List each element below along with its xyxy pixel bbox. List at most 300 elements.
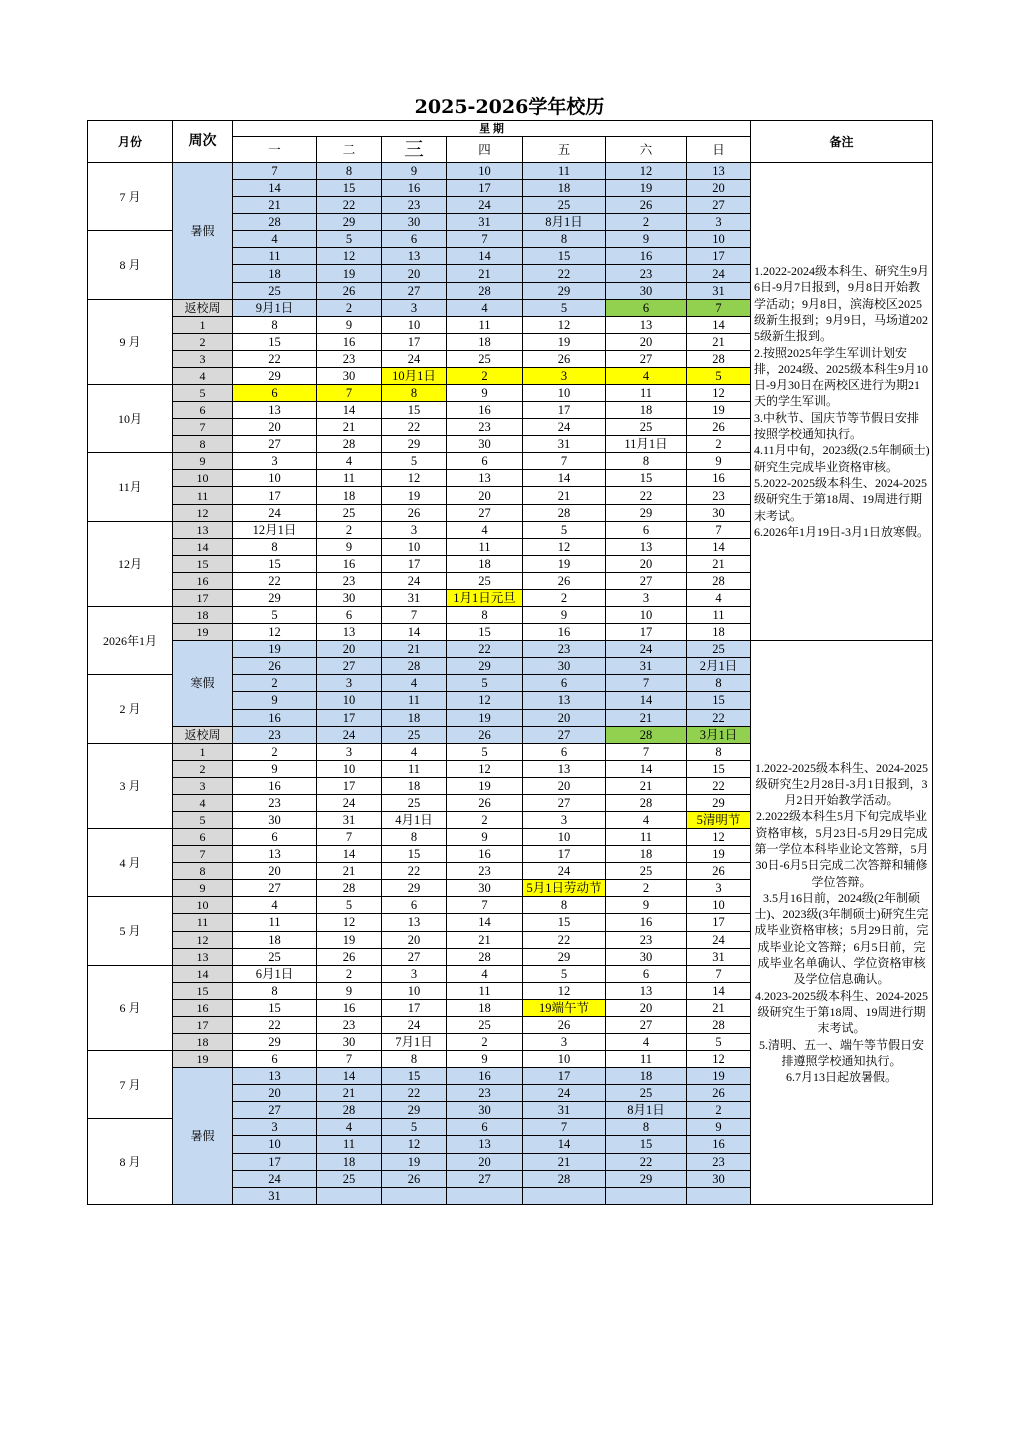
day-cell: 23 bbox=[606, 931, 687, 948]
day-cell: 17 bbox=[523, 402, 606, 419]
day-cell: 13 bbox=[687, 163, 751, 180]
day-cell: 23 bbox=[687, 487, 751, 504]
day-cell: 12 bbox=[523, 982, 606, 999]
day-cell: 16 bbox=[447, 846, 523, 863]
day-cell: 20 bbox=[606, 333, 687, 350]
day-cell bbox=[687, 1187, 751, 1204]
day-cell: 15 bbox=[233, 333, 317, 350]
day-cell: 9 bbox=[233, 760, 317, 777]
day-cell: 22 bbox=[317, 197, 382, 214]
note-item: 5.清明、五一、端午等节假日安排遵照学校通知执行。 bbox=[759, 1037, 925, 1068]
day-cell: 24 bbox=[233, 504, 317, 521]
day-cell: 7 bbox=[606, 675, 687, 692]
day-cell: 15 bbox=[317, 180, 382, 197]
day-cell: 21 bbox=[317, 863, 382, 880]
day-cell: 27 bbox=[317, 658, 382, 675]
note-item: 2.2022级本科生5月下旬完成毕业资格审核，5月23日-5月29日完成第一学位本科毕业论文答辩，5月30日-6月5日完成二次答辩和辅修学位答辩。 bbox=[754, 809, 929, 889]
day-cell: 10 bbox=[606, 607, 687, 624]
day-cell: 9月1日 bbox=[233, 299, 317, 316]
day-cell: 3 bbox=[317, 743, 382, 760]
day-cell: 7 bbox=[447, 897, 523, 914]
day-cell: 13 bbox=[606, 316, 687, 333]
day-cell: 21 bbox=[606, 709, 687, 726]
day-cell: 23 bbox=[317, 572, 382, 589]
day-cell: 15 bbox=[523, 914, 606, 931]
day-cell: 3 bbox=[606, 589, 687, 606]
week-number-cell: 9 bbox=[173, 880, 233, 897]
day-cell: 14 bbox=[317, 402, 382, 419]
day-cell: 6 bbox=[606, 521, 687, 538]
day-cell: 12 bbox=[317, 914, 382, 931]
day-cell: 7 bbox=[687, 521, 751, 538]
day-cell: 19 bbox=[523, 333, 606, 350]
week-number-cell: 3 bbox=[173, 777, 233, 794]
month-cell: 9 月 bbox=[88, 299, 173, 384]
day-cell: 17 bbox=[382, 999, 447, 1016]
day-cell: 25 bbox=[687, 641, 751, 658]
day-cell: 6 bbox=[447, 453, 523, 470]
day-cell: 25 bbox=[606, 1085, 687, 1102]
day-cell: 12月1日 bbox=[233, 521, 317, 538]
day-cell: 11 bbox=[687, 607, 751, 624]
vacation-period-cell: 暑假 bbox=[173, 1068, 233, 1205]
vacation-period-cell: 暑假 bbox=[173, 163, 233, 300]
day-cell: 8 bbox=[606, 453, 687, 470]
day-cell: 23 bbox=[447, 1085, 523, 1102]
day-cell: 14 bbox=[523, 1136, 606, 1153]
day-cell: 4 bbox=[233, 231, 317, 248]
day-cell: 25 bbox=[447, 572, 523, 589]
day-cell: 26 bbox=[523, 572, 606, 589]
day-cell: 28 bbox=[687, 350, 751, 367]
day-cell: 26 bbox=[317, 948, 382, 965]
day-cell: 6 bbox=[447, 1119, 523, 1136]
day-cell: 26 bbox=[447, 794, 523, 811]
day-cell: 18 bbox=[382, 709, 447, 726]
day-cell: 15 bbox=[606, 1136, 687, 1153]
day-cell: 11 bbox=[606, 829, 687, 846]
day-cell: 30 bbox=[317, 589, 382, 606]
month-cell: 7 月 bbox=[88, 1051, 173, 1119]
day-cell: 26 bbox=[523, 350, 606, 367]
weekday-header-sun: 日 bbox=[687, 137, 751, 163]
day-cell: 28 bbox=[382, 658, 447, 675]
day-cell: 27 bbox=[606, 572, 687, 589]
day-cell: 28 bbox=[523, 504, 606, 521]
day-cell: 25 bbox=[523, 197, 606, 214]
day-cell: 31 bbox=[317, 811, 382, 828]
day-cell: 15 bbox=[233, 999, 317, 1016]
day-cell: 27 bbox=[382, 948, 447, 965]
day-cell: 4 bbox=[447, 521, 523, 538]
day-cell: 30 bbox=[382, 214, 447, 231]
day-cell: 27 bbox=[523, 794, 606, 811]
day-cell: 4 bbox=[382, 675, 447, 692]
day-cell: 11月1日 bbox=[606, 436, 687, 453]
calendar-week-row bbox=[88, 641, 933, 658]
day-cell: 29 bbox=[523, 282, 606, 299]
day-cell: 5 bbox=[317, 897, 382, 914]
week-number-cell: 5 bbox=[173, 385, 233, 402]
day-cell: 12 bbox=[447, 692, 523, 709]
day-cell: 10 bbox=[687, 231, 751, 248]
week-number-cell: 19 bbox=[173, 1051, 233, 1068]
weekday-header-wed: 三 bbox=[382, 137, 447, 163]
day-cell: 10 bbox=[317, 692, 382, 709]
day-cell: 18 bbox=[606, 402, 687, 419]
day-cell: 21 bbox=[523, 1153, 606, 1170]
day-cell: 6 bbox=[233, 1051, 317, 1068]
note-item: 1.2022-2024级本科生、研究生9月6日-9月7日报到，9月8日开始教学活动；9月8日，滨海校区2025级新生报到；9月9日，马场道2025级新生报到。 bbox=[754, 264, 930, 344]
day-cell: 23 bbox=[447, 419, 523, 436]
day-cell: 12 bbox=[606, 163, 687, 180]
day-cell: 25 bbox=[317, 1170, 382, 1187]
week-number-cell: 5 bbox=[173, 811, 233, 828]
day-cell: 19 bbox=[382, 487, 447, 504]
holiday-day-cell: 5清明节 bbox=[687, 811, 751, 828]
day-cell: 9 bbox=[447, 1051, 523, 1068]
weekday-group-header: 星 期 bbox=[233, 121, 751, 137]
day-cell: 2 bbox=[317, 299, 382, 316]
day-cell: 25 bbox=[447, 350, 523, 367]
day-cell: 17 bbox=[233, 487, 317, 504]
day-cell: 23 bbox=[317, 350, 382, 367]
day-cell: 21 bbox=[317, 1085, 382, 1102]
week-number-cell: 12 bbox=[173, 931, 233, 948]
day-cell: 12 bbox=[523, 316, 606, 333]
day-cell: 29 bbox=[606, 1170, 687, 1187]
week-number-cell: 14 bbox=[173, 965, 233, 982]
school-calendar-table bbox=[87, 120, 933, 1205]
day-cell: 27 bbox=[233, 1102, 317, 1119]
registration-day-cell: 3月1日 bbox=[687, 726, 751, 743]
day-cell: 31 bbox=[523, 1102, 606, 1119]
day-cell: 17 bbox=[523, 1068, 606, 1085]
day-cell: 9 bbox=[687, 1119, 751, 1136]
day-cell: 7 bbox=[317, 829, 382, 846]
notes-column-header: 备注 bbox=[751, 121, 933, 163]
day-cell: 19 bbox=[606, 180, 687, 197]
day-cell: 30 bbox=[317, 367, 382, 384]
note-item: 6.7月13日起放暑假。 bbox=[786, 1070, 898, 1085]
day-cell: 20 bbox=[606, 555, 687, 572]
day-cell: 24 bbox=[382, 572, 447, 589]
day-cell: 2 bbox=[606, 880, 687, 897]
day-cell: 12 bbox=[382, 1136, 447, 1153]
day-cell: 31 bbox=[606, 658, 687, 675]
day-cell: 7月1日 bbox=[382, 1033, 447, 1050]
day-cell: 20 bbox=[606, 999, 687, 1016]
day-cell: 14 bbox=[317, 846, 382, 863]
day-cell: 26 bbox=[687, 419, 751, 436]
day-cell: 14 bbox=[606, 760, 687, 777]
day-cell: 23 bbox=[382, 197, 447, 214]
day-cell: 20 bbox=[523, 777, 606, 794]
week-number-cell: 17 bbox=[173, 589, 233, 606]
day-cell: 13 bbox=[233, 846, 317, 863]
day-cell: 11 bbox=[606, 1051, 687, 1068]
day-cell: 18 bbox=[317, 487, 382, 504]
day-cell: 7 bbox=[523, 453, 606, 470]
day-cell: 2 bbox=[447, 811, 523, 828]
week-number-cell: 18 bbox=[173, 607, 233, 624]
day-cell: 7 bbox=[233, 163, 317, 180]
day-cell: 9 bbox=[606, 231, 687, 248]
day-cell: 6 bbox=[233, 829, 317, 846]
day-cell: 6月1日 bbox=[233, 965, 317, 982]
day-cell: 16 bbox=[447, 402, 523, 419]
day-cell: 30 bbox=[687, 1170, 751, 1187]
week-number-cell: 18 bbox=[173, 1033, 233, 1050]
day-cell: 13 bbox=[523, 760, 606, 777]
day-cell: 3 bbox=[523, 1033, 606, 1050]
day-cell: 10 bbox=[382, 316, 447, 333]
day-cell: 2 bbox=[233, 675, 317, 692]
day-cell: 11 bbox=[233, 914, 317, 931]
day-cell: 9 bbox=[317, 982, 382, 999]
day-cell: 3 bbox=[317, 675, 382, 692]
day-cell: 3 bbox=[382, 965, 447, 982]
day-cell: 9 bbox=[447, 385, 523, 402]
day-cell: 13 bbox=[233, 1068, 317, 1085]
day-cell: 3 bbox=[233, 1119, 317, 1136]
day-cell: 7 bbox=[447, 231, 523, 248]
day-cell: 24 bbox=[382, 1016, 447, 1033]
note-item: 4.2023-2025级本科生、2024-2025级研究生于第18周、19周进行期末考试。 bbox=[755, 988, 929, 1036]
note-item: 5.2022-2025级本科生、2024-2025级研究生于第18周、19周进行期末考试。 bbox=[754, 475, 928, 523]
day-cell: 15 bbox=[382, 846, 447, 863]
day-cell: 11 bbox=[233, 248, 317, 265]
day-cell: 12 bbox=[317, 248, 382, 265]
day-cell: 2 bbox=[317, 965, 382, 982]
day-cell: 23 bbox=[606, 265, 687, 282]
day-cell: 16 bbox=[687, 470, 751, 487]
day-cell: 28 bbox=[447, 282, 523, 299]
day-cell: 4 bbox=[317, 1119, 382, 1136]
note-item: 6.2026年1月19日-3月1日放寒假。 bbox=[754, 524, 930, 539]
day-cell: 21 bbox=[606, 777, 687, 794]
holiday-day-cell: 4 bbox=[606, 367, 687, 384]
day-cell: 23 bbox=[233, 794, 317, 811]
day-cell: 22 bbox=[382, 1085, 447, 1102]
day-cell: 11 bbox=[447, 538, 523, 555]
day-cell: 29 bbox=[687, 794, 751, 811]
day-cell: 12 bbox=[687, 829, 751, 846]
day-cell: 16 bbox=[233, 777, 317, 794]
day-cell: 8月1日 bbox=[523, 214, 606, 231]
holiday-day-cell: 10月1日 bbox=[382, 367, 447, 384]
day-cell: 17 bbox=[523, 846, 606, 863]
weekday-header-fri: 五 bbox=[523, 137, 606, 163]
week-number-cell: 返校周 bbox=[173, 299, 233, 316]
day-cell: 9 bbox=[233, 692, 317, 709]
day-cell: 27 bbox=[233, 436, 317, 453]
day-cell: 3 bbox=[523, 811, 606, 828]
day-cell: 26 bbox=[447, 726, 523, 743]
week-column-header: 周次 bbox=[173, 121, 233, 163]
day-cell: 26 bbox=[233, 658, 317, 675]
notes-cell bbox=[751, 163, 933, 641]
note-item: 2.按照2025年学生军训计划安排，2024级、2025级本科生9月10日-9月30日在两校区进行为期21天的学生军训。 bbox=[754, 345, 929, 409]
day-cell: 2 bbox=[317, 521, 382, 538]
registration-day-cell: 7 bbox=[687, 299, 751, 316]
day-cell: 21 bbox=[447, 265, 523, 282]
day-cell: 27 bbox=[687, 197, 751, 214]
day-cell: 9 bbox=[317, 316, 382, 333]
day-cell: 5 bbox=[523, 521, 606, 538]
day-cell: 9 bbox=[523, 607, 606, 624]
day-cell: 13 bbox=[317, 624, 382, 641]
day-cell: 17 bbox=[317, 777, 382, 794]
day-cell: 29 bbox=[382, 880, 447, 897]
holiday-day-cell: 5 bbox=[687, 367, 751, 384]
day-cell: 7 bbox=[687, 965, 751, 982]
weekday-header-thu: 四 bbox=[447, 137, 523, 163]
day-cell: 5 bbox=[687, 1033, 751, 1050]
day-cell: 10 bbox=[382, 538, 447, 555]
month-cell: 2 月 bbox=[88, 675, 173, 743]
note-item: 3.5月16日前，2024级(2年制硕士)、2023级(3年制硕士)研究生完成毕业资格审核；5月29日前，完成毕业论文答辩；6月5日前，完成毕业名单确认、学位资格审核及学位信息确认。 bbox=[754, 890, 929, 987]
day-cell: 22 bbox=[687, 777, 751, 794]
holiday-day-cell: 5月1日劳动节 bbox=[523, 880, 606, 897]
registration-day-cell: 28 bbox=[606, 726, 687, 743]
day-cell: 24 bbox=[687, 265, 751, 282]
day-cell: 8 bbox=[606, 1119, 687, 1136]
day-cell: 21 bbox=[687, 999, 751, 1016]
day-cell: 13 bbox=[382, 914, 447, 931]
day-cell: 9 bbox=[447, 829, 523, 846]
day-cell: 22 bbox=[687, 709, 751, 726]
day-cell: 7 bbox=[606, 743, 687, 760]
day-cell: 17 bbox=[687, 248, 751, 265]
month-cell: 3 月 bbox=[88, 743, 173, 828]
day-cell: 22 bbox=[233, 572, 317, 589]
note-item: 3.中秋节、国庆节等节假日安排按照学校通知执行。 bbox=[754, 410, 920, 442]
day-cell: 26 bbox=[523, 1016, 606, 1033]
day-cell: 15 bbox=[606, 470, 687, 487]
day-cell: 25 bbox=[233, 948, 317, 965]
day-cell: 10 bbox=[523, 1051, 606, 1068]
day-cell: 4 bbox=[447, 965, 523, 982]
day-cell: 15 bbox=[687, 692, 751, 709]
day-cell: 27 bbox=[606, 1016, 687, 1033]
week-number-cell: 8 bbox=[173, 436, 233, 453]
day-cell: 24 bbox=[523, 863, 606, 880]
day-cell: 17 bbox=[382, 333, 447, 350]
week-number-cell: 7 bbox=[173, 419, 233, 436]
day-cell: 29 bbox=[233, 1033, 317, 1050]
day-cell: 5 bbox=[233, 607, 317, 624]
day-cell: 18 bbox=[687, 624, 751, 641]
day-cell: 18 bbox=[233, 931, 317, 948]
day-cell: 7 bbox=[382, 607, 447, 624]
day-cell: 18 bbox=[523, 180, 606, 197]
day-cell: 10 bbox=[523, 829, 606, 846]
day-cell: 13 bbox=[523, 692, 606, 709]
day-cell: 8 bbox=[382, 829, 447, 846]
day-cell: 25 bbox=[447, 1016, 523, 1033]
day-cell: 3 bbox=[382, 521, 447, 538]
day-cell: 21 bbox=[687, 555, 751, 572]
day-cell: 14 bbox=[382, 624, 447, 641]
day-cell: 19 bbox=[687, 1068, 751, 1085]
day-cell: 13 bbox=[382, 248, 447, 265]
week-number-cell: 13 bbox=[173, 948, 233, 965]
day-cell: 18 bbox=[233, 265, 317, 282]
day-cell: 14 bbox=[687, 538, 751, 555]
day-cell: 4月1日 bbox=[382, 811, 447, 828]
day-cell: 27 bbox=[606, 350, 687, 367]
day-cell: 15 bbox=[382, 402, 447, 419]
day-cell: 3 bbox=[382, 299, 447, 316]
day-cell: 8月1日 bbox=[606, 1102, 687, 1119]
day-cell: 12 bbox=[687, 1051, 751, 1068]
day-cell: 14 bbox=[447, 914, 523, 931]
day-cell: 4 bbox=[447, 299, 523, 316]
day-cell: 20 bbox=[382, 931, 447, 948]
day-cell: 5 bbox=[447, 675, 523, 692]
holiday-day-cell: 8 bbox=[382, 385, 447, 402]
day-cell: 2 bbox=[447, 1033, 523, 1050]
day-cell: 8 bbox=[447, 607, 523, 624]
week-number-cell: 19 bbox=[173, 624, 233, 641]
day-cell: 31 bbox=[687, 948, 751, 965]
calendar-week-row bbox=[88, 163, 933, 180]
day-cell: 18 bbox=[447, 333, 523, 350]
day-cell: 4 bbox=[606, 811, 687, 828]
day-cell: 19 bbox=[317, 931, 382, 948]
day-cell: 28 bbox=[687, 1016, 751, 1033]
day-cell: 17 bbox=[447, 180, 523, 197]
day-cell: 11 bbox=[317, 1136, 382, 1153]
month-cell: 8 月 bbox=[88, 1119, 173, 1204]
day-cell: 22 bbox=[382, 419, 447, 436]
day-cell: 30 bbox=[317, 1033, 382, 1050]
day-cell: 14 bbox=[523, 470, 606, 487]
day-cell: 19 bbox=[687, 402, 751, 419]
day-cell: 8 bbox=[687, 743, 751, 760]
day-cell: 12 bbox=[523, 538, 606, 555]
day-cell: 10 bbox=[317, 760, 382, 777]
weekday-header-mon: 一 bbox=[233, 137, 317, 163]
day-cell: 16 bbox=[317, 999, 382, 1016]
day-cell: 12 bbox=[233, 624, 317, 641]
day-cell: 29 bbox=[606, 504, 687, 521]
day-cell: 20 bbox=[233, 863, 317, 880]
week-number-cell: 4 bbox=[173, 794, 233, 811]
day-cell: 18 bbox=[317, 1153, 382, 1170]
day-cell: 9 bbox=[317, 538, 382, 555]
day-cell: 8 bbox=[523, 231, 606, 248]
day-cell: 27 bbox=[382, 282, 447, 299]
week-number-cell: 1 bbox=[173, 743, 233, 760]
day-cell: 25 bbox=[606, 863, 687, 880]
day-cell: 26 bbox=[687, 1085, 751, 1102]
day-cell: 25 bbox=[606, 419, 687, 436]
day-cell: 6 bbox=[317, 607, 382, 624]
day-cell: 8 bbox=[233, 538, 317, 555]
day-cell: 16 bbox=[606, 914, 687, 931]
weekday-header-tue: 二 bbox=[317, 137, 382, 163]
day-cell: 24 bbox=[606, 641, 687, 658]
day-cell: 17 bbox=[606, 624, 687, 641]
day-cell bbox=[606, 1187, 687, 1204]
day-cell: 29 bbox=[233, 589, 317, 606]
day-cell: 19 bbox=[687, 846, 751, 863]
holiday-day-cell: 19端午节 bbox=[523, 999, 606, 1016]
day-cell: 17 bbox=[317, 709, 382, 726]
day-cell: 10 bbox=[447, 163, 523, 180]
